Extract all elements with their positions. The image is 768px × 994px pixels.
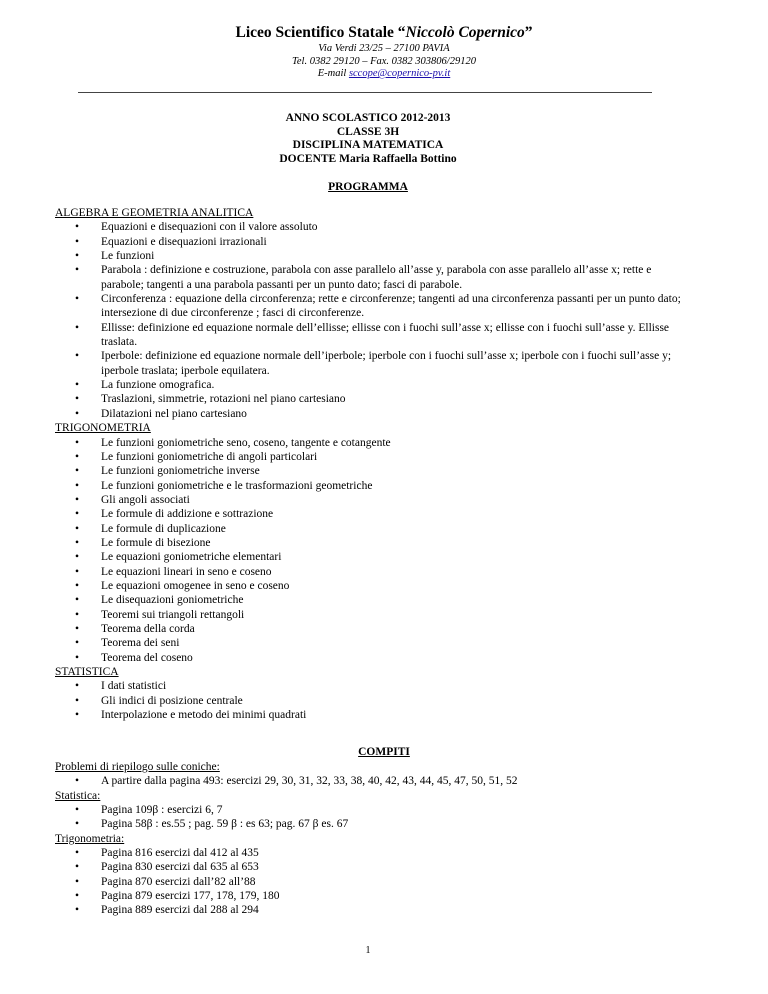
list-item-text: Pagina 830 esercizi dal 635 al 653: [101, 861, 259, 874]
list-item: [55, 550, 695, 564]
list-item-text: Le disequazioni goniometriche: [101, 594, 244, 607]
list-item-text: Pagina 889 esercizi dal 288 al 294: [101, 904, 259, 917]
list-item: [55, 292, 695, 321]
list-item-text: Le funzioni goniometriche seno, coseno, tangente e cotangente: [101, 436, 391, 449]
bullet-icon: •: [75, 890, 80, 903]
list-item: [55, 708, 695, 722]
list-item-text: Equazioni e disequazioni irrazionali: [101, 235, 267, 248]
list-item: [55, 608, 695, 622]
list-item-text: Teoremi sui triangoli rettangoli: [101, 608, 245, 621]
list-item: [55, 507, 695, 521]
school-header: [0, 23, 768, 81]
list-item: [55, 593, 695, 607]
list-item: [55, 875, 735, 889]
list-item-text: Gli indici di posizione centrale: [101, 694, 243, 707]
bullet-list: [55, 774, 735, 788]
programma-content: [55, 206, 695, 722]
list-item-text: Circonferenza : equazione della circonferenza; rette e circonferenze; tangenti ad una circonferenza passanti per un punto dato; intersezione di due circonferenze ; fasci di circonferenze.: [101, 293, 681, 320]
bullet-icon: •: [75, 321, 80, 334]
bullet-icon: •: [75, 847, 80, 860]
bullet-icon: •: [75, 350, 80, 363]
list-item-text: La funzione omografica.: [101, 379, 215, 392]
list-item: [55, 249, 695, 263]
list-item: [55, 220, 695, 234]
section-heading: ALGEBRA E GEOMETRIA ANALITICA: [55, 207, 254, 219]
list-item: [55, 817, 735, 831]
course-info: [0, 112, 736, 166]
bullet-icon: •: [75, 479, 80, 492]
bullet-icon: •: [75, 393, 80, 406]
list-item: [55, 579, 695, 593]
bullet-icon: •: [75, 818, 80, 831]
list-item-text: Equazioni e disequazioni con il valore assoluto: [101, 221, 318, 234]
bullet-icon: •: [75, 775, 80, 788]
list-item: [55, 321, 695, 350]
list-item-text: Le funzioni goniometriche e le trasformazioni geometriche: [101, 479, 373, 492]
list-item-text: Teorema del coseno: [101, 651, 193, 664]
school-email-line: E-mail sccope@copernico-pv.it: [317, 68, 451, 79]
list-item-text: Pagina 870 esercizi dall’82 all’88: [101, 875, 256, 888]
list-item-text: Iperbole: definizione ed equazione normale dell’iperbole; iperbole con i fuochi sull’asse x; iperbole con i fuochi sull’asse y; iperbole traslata; iperbole equilatera.: [101, 350, 672, 377]
bullet-icon: •: [75, 680, 80, 693]
list-item: [55, 479, 695, 493]
list-item-text: Le equazioni goniometriche elementari: [101, 551, 282, 564]
list-item: [55, 378, 695, 392]
programma-title: PROGRAMMA: [328, 181, 408, 193]
compiti-title: COMPITI: [358, 746, 410, 758]
list-item: [55, 651, 695, 665]
list-item: [55, 407, 695, 421]
bullet-icon: •: [75, 264, 80, 277]
list-item-text: Traslazioni, simmetrie, rotazioni nel piano cartesiano: [101, 393, 346, 406]
bullet-icon: •: [75, 637, 80, 650]
list-item-text: Le equazioni omogenee in seno e coseno: [101, 579, 290, 592]
list-item: [55, 464, 695, 478]
list-item: [55, 522, 695, 536]
email-link[interactable]: sccope@copernico-pv.it: [348, 68, 451, 79]
list-item-text: Le equazioni lineari in seno e coseno: [101, 565, 272, 578]
list-item: [55, 536, 695, 550]
bullet-list: [55, 679, 695, 722]
list-item-text: Teorema dei seni: [101, 637, 180, 650]
list-item: [55, 436, 695, 450]
bullet-icon: •: [75, 565, 80, 578]
list-item: [55, 903, 735, 917]
bullet-icon: •: [75, 651, 80, 664]
list-item-text: Teorema della corda: [101, 622, 195, 635]
list-item: [55, 349, 695, 378]
bullet-icon: •: [75, 465, 80, 478]
school-name: Niccolò Copernico: [405, 24, 525, 41]
bullet-icon: •: [75, 694, 80, 707]
compiti-group-heading: Problemi di riepilogo sulle coniche:: [55, 761, 220, 773]
bullet-icon: •: [75, 875, 80, 888]
bullet-icon: •: [75, 522, 80, 535]
school-address: Via Verdi 23/25 – 27100 PAVIA: [318, 43, 450, 54]
list-item: [55, 263, 695, 292]
header-divider: [78, 92, 652, 93]
list-item-text: Pagina 879 esercizi 177, 178, 179, 180: [101, 890, 280, 903]
compiti-group-heading: Statistica:: [55, 789, 101, 802]
list-item-text: Le funzioni goniometriche di angoli particolari: [101, 450, 318, 463]
bullet-list: [55, 436, 695, 666]
bullet-icon: •: [75, 551, 80, 564]
list-item: [55, 235, 695, 249]
list-item-text: A partire dalla pagina 493: esercizi 29, 30, 31, 32, 33, 38, 40, 42, 43, 44, 45, 47, 50, 51, 52: [101, 775, 518, 788]
list-item: [55, 889, 735, 903]
bullet-icon: •: [75, 250, 80, 263]
bullet-icon: •: [75, 904, 80, 917]
list-item-text: Pagina 58β : es.55 ; pag. 59 β : es 63; pag. 67 β es. 67: [101, 818, 349, 831]
list-item: [55, 846, 735, 860]
bullet-icon: •: [75, 709, 80, 722]
list-item-text: Le formule di bisezione: [101, 536, 211, 549]
list-item: [55, 803, 735, 817]
list-item: [55, 774, 735, 788]
bullet-icon: •: [75, 861, 80, 874]
list-item-text: Pagina 816 esercizi dal 412 al 435: [101, 847, 259, 860]
bullet-list: [55, 846, 735, 918]
school-title: Liceo Scientifico Statale “Niccolò Copernico”: [235, 24, 533, 41]
list-item: [55, 565, 695, 579]
bullet-icon: •: [75, 594, 80, 607]
bullet-icon: •: [75, 221, 80, 234]
list-item: [55, 392, 695, 406]
list-item: [55, 493, 695, 507]
compiti-content: [55, 760, 735, 918]
list-item-text: Pagina 109β : esercizi 6, 7: [101, 804, 223, 817]
list-item: [55, 622, 695, 636]
disciplina: DISCIPLINA MATEMATICA: [292, 139, 444, 151]
bullet-icon: •: [75, 407, 80, 420]
bullet-icon: •: [75, 579, 80, 592]
section-heading: TRIGONOMETRIA: [55, 422, 151, 435]
bullet-list: [55, 803, 735, 832]
section-heading: STATISTICA: [55, 666, 119, 678]
list-item-text: Le funzioni goniometriche inverse: [101, 465, 260, 478]
list-item: [55, 636, 695, 650]
list-item-text: Le funzioni: [101, 250, 155, 263]
bullet-icon: •: [75, 436, 80, 449]
bullet-icon: •: [75, 804, 80, 817]
compiti-group-heading: Trigonometria:: [55, 832, 125, 845]
list-item-text: Interpolazione e metodo dei minimi quadrati: [101, 709, 307, 722]
anno-scolastico: ANNO SCOLASTICO 2012-2013: [285, 112, 451, 124]
school-phone: Tel. 0382 29120 – Fax. 0382 303806/29120: [292, 55, 476, 67]
page-number: 1: [365, 945, 371, 956]
bullet-icon: •: [75, 235, 80, 248]
bullet-icon: •: [75, 379, 80, 392]
bullet-icon: •: [75, 493, 80, 506]
list-item: [55, 679, 695, 693]
bullet-icon: •: [75, 608, 80, 621]
list-item-text: I dati statistici: [101, 680, 167, 693]
classe: CLASSE 3H: [336, 125, 400, 138]
list-item: [55, 694, 695, 708]
list-item-text: Ellisse: definizione ed equazione normale dell’ellisse; ellisse con i fuochi sull’asse x; ellisse con i fuochi sull’asse y. Ellisse traslata.: [101, 321, 670, 349]
bullet-icon: •: [75, 450, 80, 463]
list-item: [55, 450, 695, 464]
bullet-icon: •: [75, 293, 80, 306]
list-item-text: Le formule di addizione e sottrazione: [101, 508, 274, 521]
list-item-text: Parabola : definizione e costruzione, parabola con asse parallelo all’asse y, parabola con asse parallelo all’asse x; rette e parabole; tangenti a una parabola passanti per un punto dato; fasci di parabole.: [101, 264, 652, 291]
list-item: [55, 860, 735, 874]
bullet-list: [55, 220, 695, 421]
bullet-icon: •: [75, 508, 80, 521]
docente: DOCENTE Maria Raffaella Bottino: [279, 152, 457, 165]
list-item-text: Gli angoli associati: [101, 493, 190, 506]
list-item-text: Le formule di duplicazione: [101, 522, 226, 535]
bullet-icon: •: [75, 622, 80, 635]
bullet-icon: •: [75, 536, 80, 549]
list-item-text: Dilatazioni nel piano cartesiano: [101, 407, 247, 420]
